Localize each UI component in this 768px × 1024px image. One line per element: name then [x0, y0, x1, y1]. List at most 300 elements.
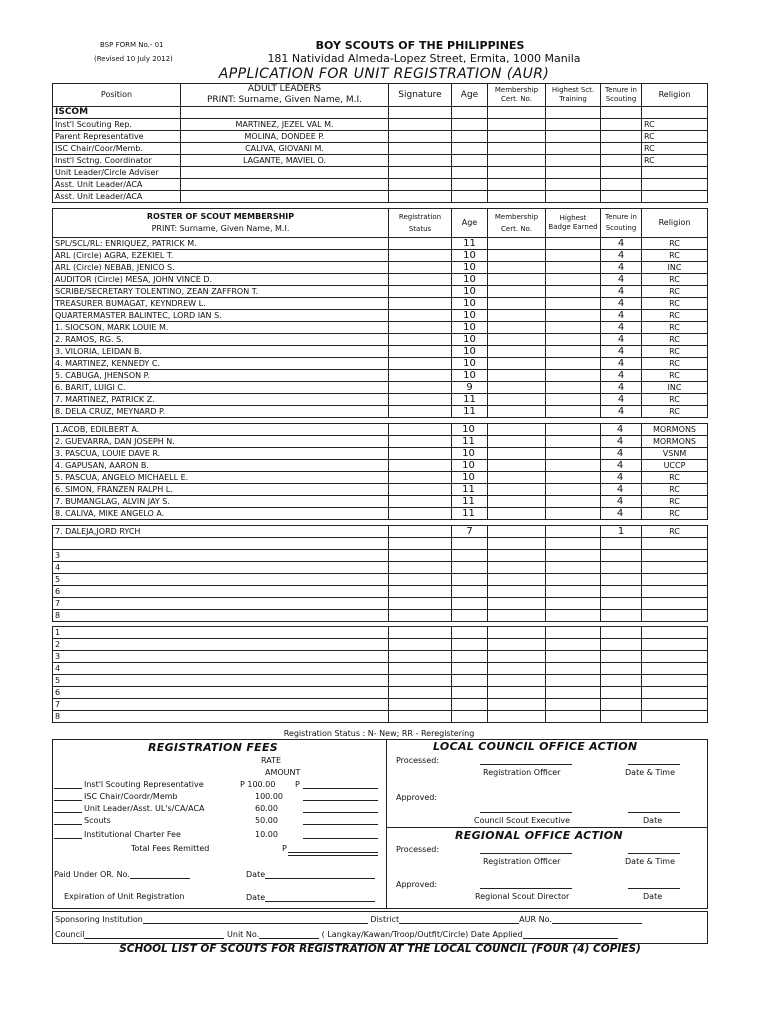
scout-name: 4. MARTINEZ, KENNEDY C. [53, 358, 389, 370]
adult-leaders-heading: ADULT LEADERS [247, 84, 322, 94]
regional-processed-line[interactable] [480, 853, 572, 854]
scout-membership [488, 711, 546, 723]
expiration-date-text: Date [246, 893, 266, 902]
col-tenure: Tenure in Scouting [601, 84, 642, 107]
scout-age: 11 [452, 484, 488, 496]
scout-membership [488, 562, 546, 574]
sponsoring-row [55, 915, 642, 924]
fee-amount-field[interactable] [303, 788, 378, 789]
scout-badge [546, 262, 601, 274]
scout-age: 10 [452, 358, 488, 370]
scout-badge [546, 436, 601, 448]
roster-row [53, 298, 708, 310]
col-membership: Membership Cert. No. [488, 84, 546, 107]
scout-tenure: 4 [601, 238, 642, 250]
roster-row [53, 334, 708, 346]
adult-name [181, 179, 389, 191]
scout-reg-status [389, 508, 452, 520]
roster-row [53, 394, 708, 406]
scout-reg-status [389, 382, 452, 394]
form-number: BSP FORM No.- 01 [100, 41, 164, 49]
scout-membership [488, 526, 546, 538]
scout-age [452, 627, 488, 639]
scout-name: 3. PASCUA, LOUIE DAVE R. [53, 448, 389, 460]
scout-religion [642, 699, 708, 711]
local-processed-line[interactable] [480, 764, 572, 765]
scout-name: 4 [53, 663, 389, 675]
regional-approved-line[interactable] [480, 888, 572, 889]
scout-tenure: 4 [601, 262, 642, 274]
scout-age: 10 [452, 460, 488, 472]
scout-age: 9 [452, 382, 488, 394]
paid-date-text: Date [246, 870, 266, 879]
paid-under-text: Paid Under OR. No. [54, 870, 130, 879]
unit-no-field[interactable] [259, 930, 319, 939]
scout-badge [546, 484, 601, 496]
scout-religion: RC [642, 526, 708, 538]
scout-religion: RC [642, 298, 708, 310]
adult-membership [488, 119, 546, 131]
scout-reg-status [389, 322, 452, 334]
adult-age [452, 167, 488, 179]
scout-badge [546, 334, 601, 346]
adult-row [53, 155, 708, 167]
adult-leaders-print-note: PRINT: Surname, Given Name, M.I. [207, 95, 362, 105]
scout-badge [546, 424, 601, 436]
roster-row [53, 598, 708, 610]
scout-age [452, 598, 488, 610]
scout-name: QUARTERMASTER BALINTEC, LORD IAN S. [53, 310, 389, 322]
scout-religion: RC [642, 310, 708, 322]
roster-title: ROSTER OF SCOUT MEMBERSHIP [146, 212, 295, 221]
scout-membership [488, 699, 546, 711]
adult-name: LAGANTE, MAVIEL O. [181, 155, 389, 167]
adult-signature [389, 155, 452, 167]
scout-badge [546, 538, 601, 550]
scout-membership [488, 496, 546, 508]
scout-tenure: 4 [601, 484, 642, 496]
scout-name: 2. GUEVARRA, DAN JOSEPH N. [53, 436, 389, 448]
scout-reg-status [389, 286, 452, 298]
scout-reg-status [389, 310, 452, 322]
scout-religion: UCCP [642, 460, 708, 472]
scout-age: 11 [452, 238, 488, 250]
scout-membership [488, 651, 546, 663]
scout-reg-status [389, 298, 452, 310]
local-council-title: LOCAL COUNCIL OFFICE ACTION [433, 740, 638, 753]
scout-tenure [601, 574, 642, 586]
revision-date: (Revised 10 July 2012) [94, 55, 173, 63]
adult-position: Inst'l Sctng. Coordinator [53, 155, 181, 167]
scout-tenure: 4 [601, 382, 642, 394]
total-fees-p: P [282, 844, 287, 853]
scout-name: ARL (Circle) AGRA, EZEKIEL T. [53, 250, 389, 262]
scout-reg-status [389, 538, 452, 550]
paid-under-label [54, 869, 190, 879]
scout-religion [642, 627, 708, 639]
scout-tenure: 4 [601, 460, 642, 472]
col-reg-status: Registration Status [389, 209, 452, 238]
roster-row [53, 274, 708, 286]
date-applied-field[interactable] [523, 930, 618, 939]
scout-reg-status [389, 639, 452, 651]
regional-title: REGIONAL OFFICE ACTION [455, 829, 623, 842]
scout-tenure: 4 [601, 286, 642, 298]
scout-badge [546, 370, 601, 382]
scout-name: 8 [53, 711, 389, 723]
sponsoring-label: Sponsoring Institution [55, 915, 143, 924]
expiration-date-field[interactable] [265, 892, 375, 902]
roster-row [53, 262, 708, 274]
adult-membership [488, 191, 546, 203]
scout-tenure [601, 538, 642, 550]
adult-tenure [601, 119, 642, 131]
or-no-field[interactable] [130, 869, 190, 879]
adult-age [452, 119, 488, 131]
fees-rate-label: RATE [261, 756, 282, 765]
scout-badge [546, 238, 601, 250]
fee-amount-field[interactable] [303, 824, 378, 825]
aur-no-field[interactable] [552, 915, 642, 924]
scout-tenure: 4 [601, 298, 642, 310]
scout-badge [546, 639, 601, 651]
roster-row [53, 699, 708, 711]
scout-age: 10 [452, 448, 488, 460]
adult-religion [642, 167, 708, 179]
col-position: Position [53, 84, 181, 107]
paid-date-field[interactable] [265, 869, 375, 879]
scout-religion [642, 562, 708, 574]
scout-name: 7. MARTINEZ, PATRICK Z. [53, 394, 389, 406]
roster-row [53, 310, 708, 322]
roster-row [53, 448, 708, 460]
fee-label: Unit Leader/Asst. UL's/CA/ACA [84, 804, 205, 813]
fee-rate: 50.00 [255, 816, 278, 825]
fee-amount-field[interactable] [303, 800, 378, 801]
scout-reg-status [389, 562, 452, 574]
scout-age: 11 [452, 436, 488, 448]
scout-religion: RC [642, 334, 708, 346]
scout-name: 5 [53, 574, 389, 586]
regional-director: Regional Scout Director [475, 892, 570, 901]
adult-row [53, 143, 708, 155]
scout-age: 10 [452, 472, 488, 484]
scout-name: 1 [53, 627, 389, 639]
col-training: Highest Sct. Training [546, 84, 601, 107]
scout-reg-status [389, 675, 452, 687]
expiration-date-label [246, 892, 375, 902]
adult-signature [389, 131, 452, 143]
fee-count-field[interactable] [54, 838, 82, 839]
scout-membership [488, 262, 546, 274]
adult-signature [389, 119, 452, 131]
scout-religion: RC [642, 496, 708, 508]
scout-name: 2 [53, 639, 389, 651]
adult-training [546, 143, 601, 155]
scout-reg-status [389, 370, 452, 382]
adult-position: Asst. Unit Leader/ACA [53, 191, 181, 203]
adult-position: Inst'l Scouting Rep. [53, 119, 181, 131]
scout-membership [488, 250, 546, 262]
scout-badge [546, 627, 601, 639]
regional-reg-officer: Registration Officer [483, 857, 561, 866]
scout-religion: RC [642, 286, 708, 298]
scout-badge [546, 406, 601, 418]
roster-row [53, 675, 708, 687]
fee-label: Scouts [84, 816, 111, 825]
local-approved-date-line[interactable] [628, 812, 680, 813]
adult-age [452, 179, 488, 191]
council-label: Council [55, 930, 85, 939]
scout-tenure: 4 [601, 322, 642, 334]
roster-row [53, 436, 708, 448]
scout-reg-status [389, 699, 452, 711]
scout-membership [488, 286, 546, 298]
col-badge: Highest Badge Earned [546, 209, 601, 238]
fee-currency: P [295, 780, 300, 789]
scout-reg-status [389, 346, 452, 358]
scout-religion: RC [642, 322, 708, 334]
scout-badge [546, 526, 601, 538]
scout-religion: INC [642, 382, 708, 394]
scout-reg-status [389, 424, 452, 436]
adult-religion: RC [642, 119, 708, 131]
scout-badge [546, 550, 601, 562]
office-divider [386, 827, 707, 828]
scout-membership [488, 538, 546, 550]
regional-approved-label: Approved: [396, 880, 438, 889]
scout-membership [488, 460, 546, 472]
scout-reg-status [389, 687, 452, 699]
scout-tenure: 4 [601, 250, 642, 262]
scout-reg-status [389, 448, 452, 460]
scout-name: ARL (Circle) NEBAB, JENICO S. [53, 262, 389, 274]
scout-badge [546, 310, 601, 322]
scout-name: 7 [53, 598, 389, 610]
scout-reg-status [389, 663, 452, 675]
scout-reg-status [389, 238, 452, 250]
scout-age: 10 [452, 298, 488, 310]
scout-reg-status [389, 484, 452, 496]
adult-signature [389, 191, 452, 203]
roster-row [53, 651, 708, 663]
scout-badge [546, 460, 601, 472]
page-title: APPLICATION FOR UNIT REGISTRATION (AUR) [218, 66, 550, 82]
scout-reg-status [389, 406, 452, 418]
scout-badge [546, 394, 601, 406]
scout-tenure: 4 [601, 334, 642, 346]
roster-row [53, 538, 708, 550]
council-field[interactable] [84, 930, 224, 939]
scout-reg-status [389, 574, 452, 586]
adult-name: MOLINA, DONDEE P. [181, 131, 389, 143]
scout-badge [546, 298, 601, 310]
scout-tenure: 4 [601, 310, 642, 322]
scout-reg-status [389, 460, 452, 472]
scout-membership [488, 687, 546, 699]
scout-membership [488, 358, 546, 370]
scout-age [452, 663, 488, 675]
scout-name: 6 [53, 586, 389, 598]
fee-rate: 10.00 [255, 830, 278, 839]
scout-tenure: 4 [601, 496, 642, 508]
scout-religion [642, 550, 708, 562]
fee-rate: 60.00 [255, 804, 278, 813]
scout-badge [546, 382, 601, 394]
scout-tenure [601, 687, 642, 699]
scout-age: 10 [452, 322, 488, 334]
scout-badge [546, 346, 601, 358]
fee-count-field[interactable] [54, 788, 82, 789]
scout-membership [488, 334, 546, 346]
scout-tenure [601, 639, 642, 651]
scout-reg-status [389, 550, 452, 562]
fee-rate: 100.00 [255, 792, 283, 801]
scout-tenure [601, 627, 642, 639]
adult-signature [389, 167, 452, 179]
regional-date: Date [643, 892, 663, 901]
local-executive: Council Scout Executive [474, 816, 571, 825]
adult-name [181, 167, 389, 179]
scout-age: 10 [452, 274, 488, 286]
roster-table-group2 [52, 423, 708, 520]
scout-membership [488, 448, 546, 460]
scout-tenure [601, 598, 642, 610]
org-address: 181 Natividad Almeda-Lopez Street, Ermita, 1000 Manila [267, 52, 581, 65]
scout-tenure: 4 [601, 406, 642, 418]
roster-row [53, 238, 708, 250]
scout-reg-status [389, 598, 452, 610]
total-line-1 [288, 852, 378, 853]
scout-membership [488, 508, 546, 520]
scout-religion: RC [642, 274, 708, 286]
local-approved-label: Approved: [396, 793, 438, 802]
scout-tenure: 4 [601, 448, 642, 460]
scout-age [452, 538, 488, 550]
roster-heading [53, 209, 389, 238]
school-list-note: SCHOOL LIST OF SCOUTS FOR REGISTRATION AT THE LOCAL COUNCIL (FOUR (4) COPIES) [119, 943, 641, 955]
fee-count-field[interactable] [54, 824, 82, 825]
sponsoring-field[interactable] [143, 915, 368, 924]
scout-name: SPL/SCL/RL: ENRIQUEZ, PATRICK M. [53, 238, 389, 250]
adult-training [546, 179, 601, 191]
scout-tenure: 4 [601, 424, 642, 436]
roster-row [53, 358, 708, 370]
scout-membership [488, 298, 546, 310]
roster-row [53, 250, 708, 262]
roster-row [53, 526, 708, 538]
fees-title: REGISTRATION FEES [148, 741, 279, 754]
org-name: BOY SCOUTS OF THE PHILIPPINES [315, 39, 525, 52]
roster-row [53, 286, 708, 298]
fees-divider [386, 739, 387, 908]
scout-age: 11 [452, 508, 488, 520]
roster-row [53, 574, 708, 586]
roster-table-group4 [52, 626, 708, 723]
scout-religion [642, 651, 708, 663]
roster-row [53, 610, 708, 622]
roster-row [53, 472, 708, 484]
scout-badge [546, 574, 601, 586]
scout-tenure [601, 699, 642, 711]
roster-row [53, 711, 708, 723]
scout-reg-status [389, 358, 452, 370]
scout-membership [488, 424, 546, 436]
scout-membership [488, 274, 546, 286]
adult-row [53, 191, 708, 203]
scout-membership [488, 370, 546, 382]
scout-name: 6. BARIT, LUIGI C. [53, 382, 389, 394]
scout-age [452, 687, 488, 699]
adult-religion: RC [642, 143, 708, 155]
scout-religion: MORMONS [642, 436, 708, 448]
scout-age: 10 [452, 346, 488, 358]
scout-badge [546, 598, 601, 610]
scout-reg-status [389, 711, 452, 723]
adult-age [452, 131, 488, 143]
roster-print-note: PRINT: Surname, Given Name, M.I. [151, 224, 290, 233]
adult-age [452, 143, 488, 155]
scout-tenure: 4 [601, 472, 642, 484]
scout-religion: INC [642, 262, 708, 274]
scout-name: 2. RAMOS, RG. S. [53, 334, 389, 346]
scout-age: 7 [452, 526, 488, 538]
local-approved-line[interactable] [480, 812, 572, 813]
scout-age [452, 610, 488, 622]
scout-membership [488, 472, 546, 484]
col-signature: Signature [389, 84, 452, 107]
scout-religion: VSNM [642, 448, 708, 460]
scout-reg-status [389, 274, 452, 286]
fee-amount-field[interactable] [303, 812, 378, 813]
scout-age [452, 562, 488, 574]
scout-name: 1.ACOB, EDILBERT A. [53, 424, 389, 436]
scout-badge [546, 322, 601, 334]
adult-leaders-table [52, 83, 708, 203]
roster-row [53, 663, 708, 675]
langkay-label: ( Langkay/Kawan/Troop/Outfit/Circle) Date Applied [321, 930, 523, 939]
local-processed-date-line[interactable] [628, 764, 680, 765]
fee-count-field[interactable] [54, 812, 82, 813]
adult-position: ISC Chair/Coor/Memb. [53, 143, 181, 155]
col-roster-tenure: Tenure in Scouting [601, 209, 642, 238]
scout-tenure: 4 [601, 394, 642, 406]
scout-age [452, 711, 488, 723]
status-note: Registration Status : N- New; RR - Reregistering [283, 729, 475, 738]
local-reg-officer: Registration Officer [483, 768, 561, 777]
scout-age [452, 574, 488, 586]
scout-tenure: 4 [601, 274, 642, 286]
roster-row [53, 424, 708, 436]
fee-count-field[interactable] [54, 800, 82, 801]
council-row [55, 930, 618, 939]
scout-badge [546, 675, 601, 687]
scout-tenure: 4 [601, 436, 642, 448]
fee-amount-field[interactable] [303, 838, 378, 839]
district-field[interactable] [399, 915, 519, 924]
adult-position: Asst. Unit Leader/ACA [53, 179, 181, 191]
aur-no-label: AUR No. [519, 915, 552, 924]
regional-processed-date-line[interactable] [628, 853, 680, 854]
regional-approved-date-line[interactable] [628, 888, 680, 889]
scout-reg-status [389, 394, 452, 406]
scout-membership [488, 627, 546, 639]
roster-row [53, 508, 708, 520]
scout-reg-status [389, 586, 452, 598]
scout-name: 8. CALIVA, MIKE ANGELO A. [53, 508, 389, 520]
scout-badge [546, 496, 601, 508]
scout-membership [488, 382, 546, 394]
